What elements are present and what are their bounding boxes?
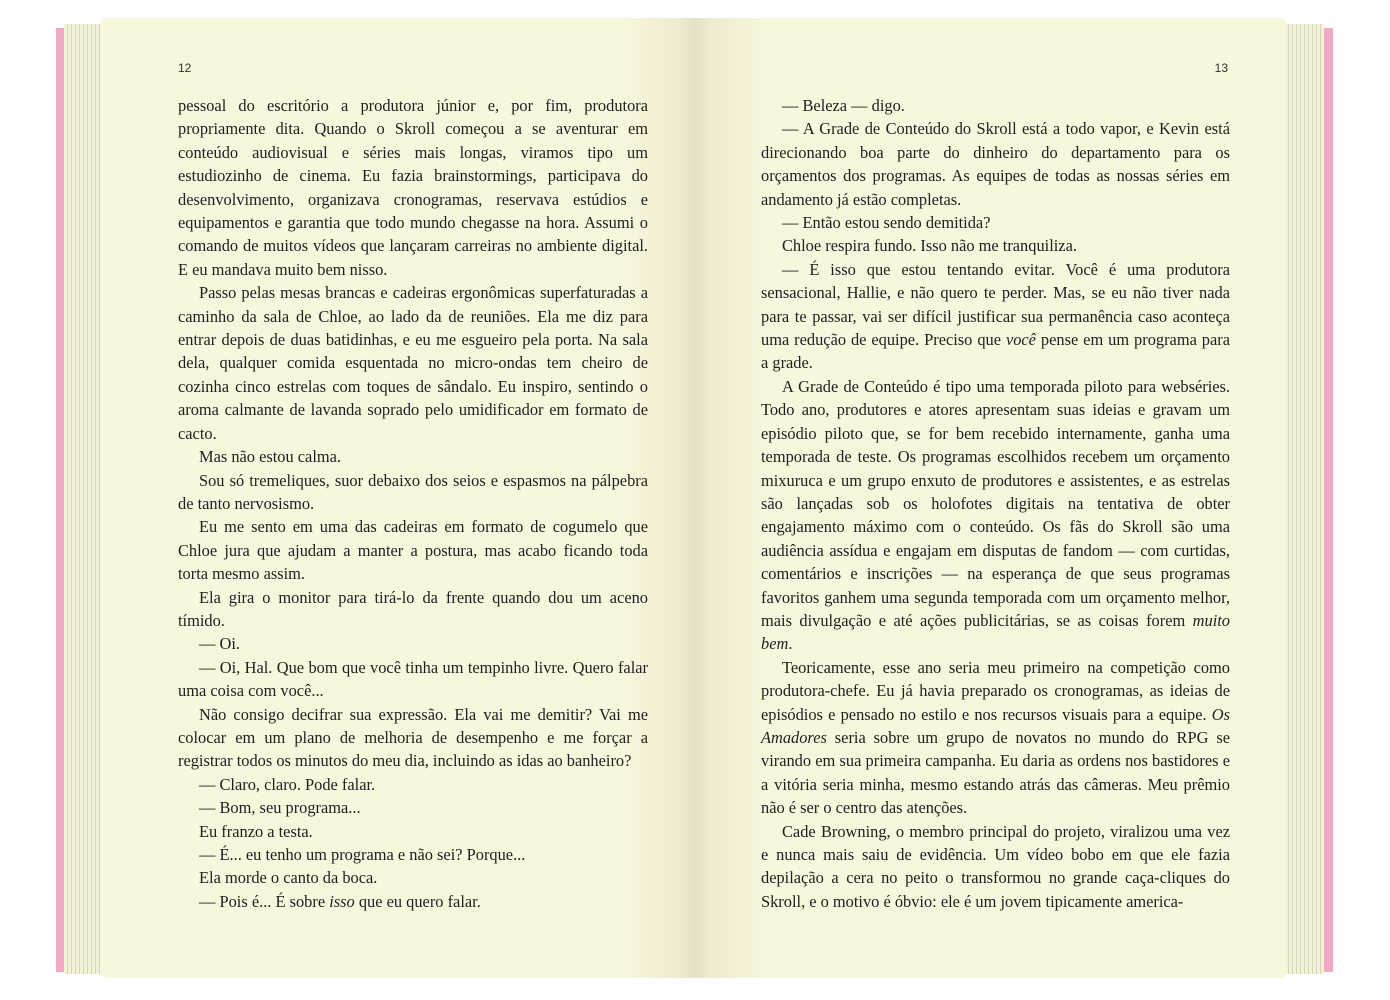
emphasis: isso (329, 891, 355, 911)
paragraph: A Grade de Conteúdo é tipo uma temporada piloto para webséries. Todo ano, produtores e atores apresentam suas ideias e gravam um episódio piloto que, se for bem recebido internamente, ganha uma temporada de teste. Os programas escolhidos recebem um orçamento mixuruca e um grupo enxuto de produtores e assistentes, e as estrelas são lançadas sob os holofotes digitais na tentativa de obter engajamento máximo com o conteúdo. Os fãs do Skroll são uma audiência assídua e engajam em disputas de fandom — com curtidas, comentários e inscrições — na esperança de que seus programas favoritos ganhem uma segunda temporada com um orçamento melhor, mais divulgação e até ações publicitárias, se as coisas forem muito bem. (761, 376, 1230, 654)
paragraph: Ela morde o canto da boca. (199, 868, 378, 888)
paragraph: — Claro, claro. Pode falar. (199, 774, 376, 794)
paragraph: Passo pelas mesas brancas e cadeiras ergonômicas superfaturadas a caminho da sala de Chloe, ao lado da de reuniões. Ela me diz para entrar depois de duas batidinhas, e eu me esgueiro pela porta. Na sala dela, qualquer comida esquentada no micro-ondas tem cheiro de cozinha cinco estrelas com toques de sândalo. Eu inspiro, sentindo o aroma calmante de lavanda soprado pelo umidificador em formato de cacto. (178, 283, 648, 443)
paragraph: — Bom, seu programa... (199, 798, 361, 818)
emphasis: Os Amadores (761, 704, 1230, 747)
emphasis: você (1005, 330, 1036, 350)
paragraph: pessoal do escritório a produtora júnior e, por fim, produtora propriamente dita. Quando o Skroll começou a se aventurar em conteúdo audiovisual e séries mais longas, viramos tipo um estudiozinho de cinema. Eu fazia brainstormings, participava do desenvolvimento, organizava cronogramas, reservava estúdios e equipamentos e garantia que todo mundo chegasse na hora. Assumi o comando de muitos vídeos que lançaram carreiras no ambiente digital. E eu mandava muito bem nisso. (178, 96, 648, 279)
paragraph: — Beleza — digo. (782, 96, 905, 115)
paragraph: Eu franzo a testa. (199, 821, 313, 841)
left-page-text (178, 94, 648, 913)
right-page (694, 18, 1286, 978)
paragraph: — Então estou sendo demitida? (782, 213, 991, 233)
left-page-stack (64, 24, 104, 974)
paragraph: Eu me sento em uma das cadeiras em formato de cogumelo que Chloe jura que ajudam a manter a postura, mas acabo ficando toda torta mesmo assim. (178, 517, 648, 584)
left-page (100, 18, 696, 978)
right-page-edge (1324, 28, 1333, 972)
right-page-number: 13 (1214, 61, 1228, 75)
paragraph: — Oi. (199, 634, 240, 654)
paragraph: Teoricamente, esse ano seria meu primeiro na competição como produtora-chefe. Eu já havia preparado os cronogramas, as ideias de episódios e pensado no estilo e nos recursos visuais para a equipe. Os Amadores seria sobre um grupo de novatos no mundo do RPG se virando em sua primeira campanha. Eu daria as ordens nos bastidores e a vitória seria minha, mesmo estando atrás das câmeras. Meu prêmio não é ser o centro das atenções. (761, 657, 1230, 818)
paragraph: Não consigo decifrar sua expressão. Ela vai me demitir? Vai me colocar em um plano de melhoria de desempenho e me forçar a registrar todos os minutos do meu dia, incluindo as idas ao banheiro? (178, 704, 648, 771)
right-page-stack (1284, 24, 1324, 974)
right-page-text (761, 94, 1230, 913)
paragraph: — Oi, Hal. Que bom que você tinha um tempinho livre. Quero falar uma coisa com você... (178, 657, 648, 701)
paragraph: Chloe respira fundo. Isso não me tranquiliza. (782, 236, 1077, 256)
paragraph: — Pois é... É sobre isso que eu quero falar. (199, 891, 481, 911)
emphasis: muito bem (761, 610, 1230, 654)
paragraph: — A Grade de Conteúdo do Skroll está a todo vapor, e Kevin está direcionando boa parte do dinheiro do departamento para os orçamentos dos programas. As equipes de todas as nossas séries em andamento já estão completas. (761, 119, 1230, 209)
paragraph: Mas não estou calma. (199, 447, 342, 467)
paragraph: — É... eu tenho um programa e não sei? Porque... (199, 845, 526, 864)
paragraph: — É isso que estou tentando evitar. Você é uma produtora sensacional, Hallie, e não quero te perder. Mas, se eu não tiver nada para te passar, vai ser difícil justificar sua permanência caso aconteça uma redução de equipe. Preciso que você pense em um programa para a grade. (761, 259, 1230, 373)
paragraph: Ela gira o monitor para tirá-lo da frente quando dou um aceno tímido. (178, 587, 648, 630)
paragraph: Cade Browning, o membro principal do projeto, viralizou uma vez e nunca mais saiu de evidência. Um vídeo bobo em que ele fazia depilação a cera no peito o transformou no grande caça-cliques do Skroll, e o motivo é óbvio: ele é um jovem tipicamente america- (761, 821, 1230, 911)
paragraph: Sou só tremeliques, suor debaixo dos seios e espasmos na pálpebra de tanto nervosismo. (178, 470, 648, 513)
left-page-number: 12 (178, 61, 192, 75)
